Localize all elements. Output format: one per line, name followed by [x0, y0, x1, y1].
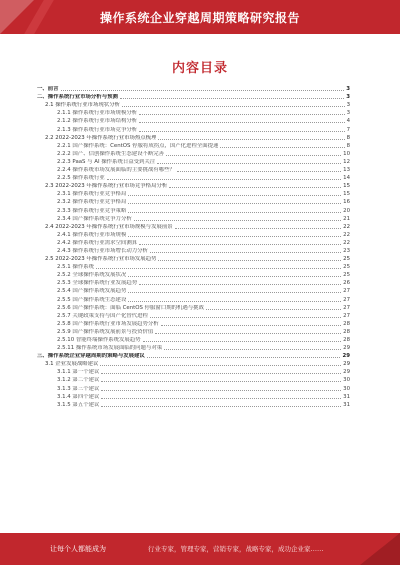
toc-entry[interactable] [37, 230, 350, 238]
toc-entry-text: 2.1.1 操作系统行业市场规模分析 [57, 110, 138, 117]
toc-entry-text: 2.3.1 操作系统行业竞争格局 [57, 191, 127, 198]
toc-entry[interactable] [37, 351, 350, 359]
toc-leader-dots [157, 163, 341, 164]
toc-leader-dots [150, 252, 341, 253]
toc-page-number: 15 [343, 191, 350, 198]
toc-entry-text: 2.5.9 国产操作系统发展前景与投资价值 [57, 328, 154, 335]
toc-entry[interactable] [37, 149, 350, 157]
toc-entry[interactable] [37, 392, 350, 400]
toc-entry-text: 2.1 操作系统行业市场现状分析 [45, 102, 120, 109]
toc-entry-text: 2.2 2022-2023 年操作系统行业市场热点梳理 [45, 134, 157, 141]
toc-entry[interactable] [37, 141, 350, 149]
footer-bar [0, 533, 400, 565]
toc-leader-dots [150, 317, 341, 318]
toc-entry[interactable] [37, 165, 350, 173]
toc-entry-text: 3.1.3 第三个建议 [57, 385, 100, 392]
toc-leader-dots [220, 147, 344, 148]
toc-leader-dots [139, 131, 344, 132]
table-of-contents [37, 84, 350, 408]
toc-page-number: 27 [343, 288, 350, 295]
toc-leader-dots [128, 203, 341, 204]
toc-page-number: 4 [346, 118, 350, 125]
toc-leader-dots [101, 398, 341, 399]
toc-entry[interactable] [37, 383, 350, 391]
toc-leader-dots [158, 139, 344, 140]
toc-page-number: 28 [343, 320, 350, 327]
toc-entry-text: 2.4 2022-2023 年操作系统行业市场规模与发展前景 [45, 223, 173, 230]
toc-entry[interactable] [37, 303, 350, 311]
toc-leader-dots [155, 333, 341, 334]
toc-page-number: 27 [343, 296, 350, 303]
toc-page-number: 3 [346, 110, 350, 117]
toc-leader-dots [107, 179, 341, 180]
toc-page-number: 25 [343, 256, 350, 263]
toc-leader-dots [96, 268, 341, 269]
footer-slogan-right: 行业专家，管理专家，营销专家，战略专家，成功企业家…… [148, 545, 324, 553]
toc-entry-text: 2.2.4 操作系统市场发展面临的主要挑战有哪些？ [57, 167, 175, 174]
toc-page-number: 3 [346, 86, 350, 93]
toc-leader-dots [175, 228, 342, 229]
toc-leader-dots [177, 171, 341, 172]
toc-entry[interactable] [37, 181, 350, 189]
toc-entry-text: 3.1.4 第四个建议 [57, 393, 100, 400]
toc-entry[interactable] [37, 375, 350, 383]
toc-page-number: 15 [343, 183, 350, 190]
toc-leader-dots [122, 106, 345, 107]
toc-page-number: 13 [343, 167, 350, 174]
toc-entry[interactable] [37, 197, 350, 205]
toc-entry-text: 2.2.1 国产操作系统：CentOS 停服将成拐点，国产化进程全面提速 [57, 142, 219, 149]
toc-leader-dots [128, 276, 341, 277]
toc-leader-dots [143, 341, 342, 342]
toc-leader-dots [128, 212, 341, 213]
toc-page-number: 22 [343, 223, 350, 230]
toc-entry[interactable] [37, 400, 350, 408]
toc-entry-text: 2.5.10 智能终端操作系统发展趋势 [57, 337, 141, 343]
footer-slogan-left: 让每个人都能成为 [50, 545, 106, 553]
toc-entry[interactable] [37, 222, 350, 230]
toc-entry[interactable] [37, 133, 350, 141]
toc-leader-dots [101, 381, 341, 382]
toc-entry[interactable] [37, 246, 350, 254]
toc-entry[interactable] [37, 286, 350, 294]
toc-entry-text: 二、操作系统行业市场分析与预测 [37, 94, 118, 101]
toc-entry[interactable] [37, 335, 350, 343]
toc-entry[interactable] [37, 343, 350, 351]
toc-entry[interactable] [37, 327, 350, 335]
toc-entry-text: 2.2.3 PaaS 与 AI 操作系统日益受到关注 [57, 158, 156, 165]
toc-leader-dots [100, 365, 341, 366]
toc-entry-text: 2.3.2 操作系统行业竞争格局 [57, 199, 127, 206]
toc-entry[interactable] [37, 173, 350, 181]
toc-entry[interactable] [37, 205, 350, 213]
toc-page-number: 29 [343, 345, 350, 352]
toc-page-number: 30 [343, 385, 350, 392]
toc-entry-text: 2.5.2 全球操作系统发展状况 [57, 272, 127, 279]
toc-page-number: 3 [346, 102, 350, 109]
toc-entry-text: 2.5.4 国产操作系统发展趋势 [57, 288, 127, 295]
toc-entry-text: 3.1 企业发展战略建议 [45, 361, 99, 368]
toc-leader-dots [161, 325, 341, 326]
toc-leader-dots [128, 195, 341, 196]
toc-entry-text: 2.5.5 国产操作系统生态建设 [57, 296, 127, 303]
toc-page-number: 25 [343, 272, 350, 279]
toc-leader-dots [158, 260, 341, 261]
toc-page-number: 22 [343, 239, 350, 246]
toc-page-number: 16 [343, 199, 350, 206]
toc-page-number: 3 [346, 94, 350, 101]
toc-entry-text: 2.4.2 操作系统行业需求空间测算 [57, 239, 138, 246]
toc-entry-text: 2.5.6 国产操作系统：面临 CentOS 停服窗口期的机遇与挑战 [57, 304, 204, 311]
toc-leader-dots [128, 301, 341, 302]
toc-leader-dots [139, 114, 344, 115]
toc-page-number: 8 [346, 134, 350, 141]
toc-entry[interactable] [37, 214, 350, 222]
report-title: 操作系统企业穿越周期策略研究报告 [99, 11, 300, 25]
toc-page-number: 28 [343, 328, 350, 335]
toc-leader-dots [101, 406, 341, 407]
footer-decoration [360, 533, 400, 565]
toc-entry[interactable] [37, 116, 350, 124]
toc-page-number: 21 [343, 215, 350, 222]
toc-entry[interactable] [37, 92, 350, 100]
toc-page-number: 31 [343, 401, 350, 408]
toc-leader-dots [169, 187, 341, 188]
toc-entry[interactable] [37, 262, 350, 270]
toc-entry-text: 2.4.1 操作系统行业市场规模 [57, 231, 127, 238]
toc-entry[interactable] [37, 238, 350, 246]
toc-leader-dots [164, 349, 341, 350]
toc-entry-text: 2.3 2022-2023 年操作系统行业市场竞争格局分析 [45, 183, 168, 190]
toc-page-number: 26 [343, 280, 350, 287]
toc-entry[interactable] [37, 270, 350, 278]
toc-entry[interactable] [37, 367, 350, 375]
toc-heading: 内容目录 [171, 61, 228, 76]
toc-entry[interactable] [37, 100, 350, 108]
toc-page-number: 30 [343, 377, 350, 384]
toc-leader-dots [128, 292, 341, 293]
toc-page-number: 25 [343, 264, 350, 271]
toc-entry-text: 2.4.3 操作系统行业市场增长动力分析 [57, 247, 148, 254]
toc-leader-dots [134, 220, 341, 221]
toc-page-number: 7 [346, 126, 350, 133]
toc-entry[interactable] [37, 157, 350, 165]
toc-page-number: 14 [343, 175, 350, 182]
toc-page-number: 29 [343, 361, 350, 368]
toc-page-number: 10 [343, 150, 350, 157]
toc-entry-text: 一、前言 [37, 86, 59, 93]
toc-leader-dots [139, 284, 341, 285]
toc-page-number: 29 [342, 353, 350, 360]
toc-entry-text: 2.2.5 操作系统行业 [57, 175, 105, 182]
toc-entry-text: 2.5.3 全球操作系统行业发展趋势 [57, 280, 138, 287]
toc-entry[interactable] [37, 84, 350, 92]
toc-leader-dots [147, 357, 341, 358]
toc-page-number: 22 [343, 231, 350, 238]
toc-entry-text: 2.5.8 国产操作系统行业市场发展趋势分析 [57, 320, 159, 327]
toc-entry-text: 2.1.2 操作系统行业市场结构分析 [57, 118, 138, 125]
toc-leader-dots [61, 90, 345, 91]
toc-entry-text: 2.5.7 关键政策支持与国产化替代进程 [57, 312, 148, 319]
toc-entry-text: 2.3.4 国产操作系统竞争力分析 [57, 215, 132, 222]
toc-leader-dots [139, 122, 344, 123]
toc-page-number: 12 [343, 158, 350, 165]
toc-entry-text: 三、操作系统企业穿越周期的策略与发展建议 [37, 353, 145, 360]
toc-page-number: 20 [343, 207, 350, 214]
toc-entry-text: 3.1.1 第一个建议 [57, 369, 100, 376]
toc-leader-dots [206, 309, 341, 310]
toc-entry-text: 2.5.11 操作系统市场发展面临的问题与对策 [57, 345, 163, 352]
toc-entry-text: 2.5 2022-2023 年操作系统行业市场发展趋势 [45, 256, 157, 263]
toc-entry[interactable] [37, 359, 350, 367]
toc-page-number: 23 [343, 247, 350, 254]
toc-entry-text: 2.5.1 操作系统 [57, 264, 94, 271]
toc-entry-text: 3.1.2 第二个建议 [57, 377, 100, 384]
toc-entry-text: 3.1.5 第五个建议 [57, 401, 100, 408]
toc-entry[interactable] [37, 124, 350, 132]
toc-leader-dots [101, 390, 341, 391]
toc-entry[interactable] [37, 278, 350, 286]
toc-page-number: 28 [343, 337, 350, 343]
toc-page-number: 31 [343, 393, 350, 400]
toc-page-number: 29 [343, 369, 350, 376]
toc-leader-dots [120, 98, 344, 99]
toc-entry-text: 2.2.2 国产、信创操作系统生态建设不断完善 [57, 150, 165, 157]
toc-entry-text: 2.1.3 操作系统行业市场竞争分析 [57, 126, 138, 133]
toc-page-number: 27 [343, 304, 350, 311]
toc-entry[interactable] [37, 319, 350, 327]
toc-entry[interactable] [37, 254, 350, 262]
toc-entry[interactable] [37, 294, 350, 302]
toc-page-number: 27 [343, 312, 350, 319]
toc-leader-dots [139, 244, 341, 245]
toc-entry-text: 2.3.3 操作系统行业竞争策略 [57, 207, 127, 214]
report-header-bar [0, 0, 400, 34]
toc-entry[interactable] [37, 189, 350, 197]
toc-leader-dots [128, 236, 341, 237]
toc-entry[interactable] [37, 108, 350, 116]
toc-leader-dots [166, 155, 341, 156]
toc-entry[interactable] [37, 311, 350, 319]
toc-page-number: 8 [346, 142, 350, 149]
toc-leader-dots [101, 373, 341, 374]
